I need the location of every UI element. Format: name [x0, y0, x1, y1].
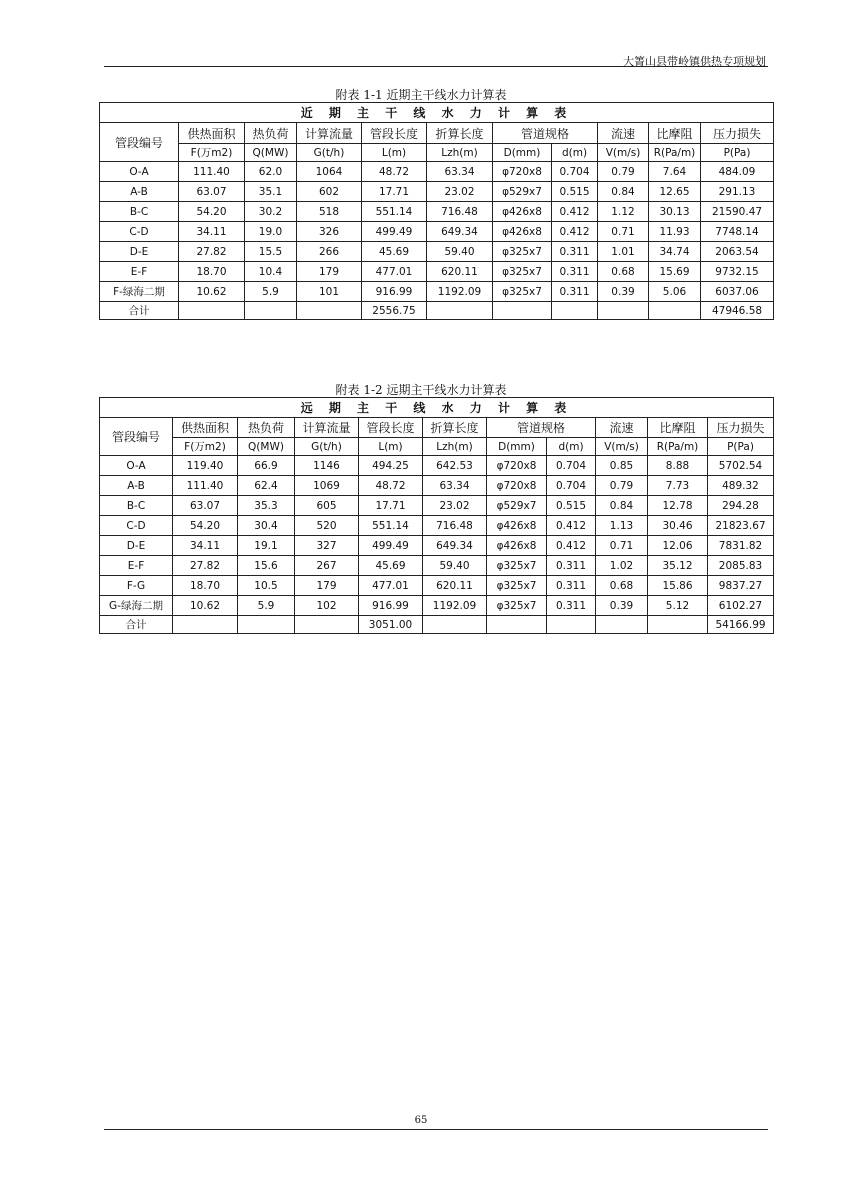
value-cell: 35.3	[238, 496, 295, 516]
table-row	[100, 516, 774, 536]
segment-cell: A-B	[100, 182, 179, 202]
value-cell: 1064	[297, 162, 362, 182]
value-cell: 10.4	[245, 262, 297, 282]
table2-caption: 附表 1-2 远期主干线水力计算表	[335, 383, 507, 397]
value-cell: 0.704	[547, 456, 596, 476]
value-cell: 45.69	[362, 242, 427, 262]
header-cell: 计算流量	[297, 123, 362, 144]
value-cell: 5.9	[245, 282, 297, 302]
total-cell	[552, 302, 598, 320]
value-cell: 916.99	[359, 596, 423, 616]
value-cell: 23.02	[423, 496, 487, 516]
value-cell: 7.64	[649, 162, 701, 182]
value-cell: 0.311	[547, 596, 596, 616]
total-cell	[423, 616, 487, 634]
segment-cell: C-D	[100, 222, 179, 242]
value-cell: φ426x8	[487, 516, 547, 536]
value-cell: 21823.67	[708, 516, 774, 536]
value-cell: 0.515	[547, 496, 596, 516]
value-cell: 11.93	[649, 222, 701, 242]
total-label: 合计	[100, 302, 179, 320]
value-cell: 66.9	[238, 456, 295, 476]
value-cell: 27.82	[173, 556, 238, 576]
segment-cell: D-E	[100, 242, 179, 262]
value-cell: 489.32	[708, 476, 774, 496]
value-cell: 0.71	[598, 222, 649, 242]
value-cell: 0.39	[598, 282, 649, 302]
table-row	[100, 536, 774, 556]
value-cell: 484.09	[701, 162, 774, 182]
value-cell: 101	[297, 282, 362, 302]
segment-cell: O-A	[100, 162, 179, 182]
value-cell: 0.704	[547, 476, 596, 496]
value-cell: 10.62	[173, 596, 238, 616]
value-cell: 19.0	[245, 222, 297, 242]
header-cell: 流速	[598, 123, 649, 144]
value-cell: 0.412	[552, 222, 598, 242]
value-cell: 30.13	[649, 202, 701, 222]
header-cell: 折算长度	[427, 123, 493, 144]
value-cell: 551.14	[359, 516, 423, 536]
segment-cell: B-C	[100, 202, 179, 222]
total-length: 2556.75	[362, 302, 427, 320]
value-cell: 2063.54	[701, 242, 774, 262]
value-cell: 15.5	[245, 242, 297, 262]
value-cell: 12.65	[649, 182, 701, 202]
value-cell: 0.412	[552, 202, 598, 222]
value-cell: 0.311	[547, 556, 596, 576]
header-cell: 比摩阻	[648, 418, 708, 438]
value-cell: φ325x7	[493, 282, 552, 302]
value-cell: 8.88	[648, 456, 708, 476]
total-cell	[598, 302, 649, 320]
value-cell: 62.0	[245, 162, 297, 182]
value-cell: 1069	[295, 476, 359, 496]
value-cell: 18.70	[179, 262, 245, 282]
value-cell: 9837.27	[708, 576, 774, 596]
total-pressure: 54166.99	[708, 616, 774, 634]
value-cell: 0.311	[547, 576, 596, 596]
value-cell: 17.71	[362, 182, 427, 202]
value-cell: 5702.54	[708, 456, 774, 476]
value-cell: φ325x7	[493, 242, 552, 262]
value-cell: 0.85	[596, 456, 648, 476]
header-cell: 流速	[596, 418, 648, 438]
value-cell: 0.515	[552, 182, 598, 202]
header-cell: 计算流量	[295, 418, 359, 438]
value-cell: 1146	[295, 456, 359, 476]
value-cell: 59.40	[427, 242, 493, 262]
table-row	[100, 262, 774, 282]
unit-cell: D(mm)	[487, 438, 547, 456]
unit-cell: G(t/h)	[295, 438, 359, 456]
table-row	[100, 456, 774, 476]
value-cell: 1192.09	[427, 282, 493, 302]
value-cell: φ325x7	[493, 262, 552, 282]
value-cell: 916.99	[362, 282, 427, 302]
segment-cell: B-C	[100, 496, 173, 516]
table-row	[100, 596, 774, 616]
header-row	[100, 123, 774, 144]
value-cell: 30.4	[238, 516, 295, 536]
value-cell: 494.25	[359, 456, 423, 476]
value-cell: φ325x7	[487, 576, 547, 596]
value-cell: 716.48	[427, 202, 493, 222]
value-cell: 477.01	[359, 576, 423, 596]
value-cell: 649.34	[423, 536, 487, 556]
value-cell: 48.72	[362, 162, 427, 182]
header-cell: 热负荷	[238, 418, 295, 438]
value-cell: 0.311	[552, 262, 598, 282]
value-cell: 716.48	[423, 516, 487, 536]
value-cell: 18.70	[173, 576, 238, 596]
header-pipe-spec: 管道规格	[487, 418, 596, 438]
table-title-row	[100, 398, 774, 418]
value-cell: 34.74	[649, 242, 701, 262]
value-cell: 17.71	[359, 496, 423, 516]
unit-cell: Lzh(m)	[427, 144, 493, 162]
value-cell: 477.01	[362, 262, 427, 282]
value-cell: 48.72	[359, 476, 423, 496]
table-title-row	[100, 103, 774, 123]
value-cell: 0.71	[596, 536, 648, 556]
table-row	[100, 496, 774, 516]
value-cell: φ529x7	[487, 496, 547, 516]
value-cell: 0.84	[598, 182, 649, 202]
value-cell: 327	[295, 536, 359, 556]
total-cell	[295, 616, 359, 634]
unit-cell: R(Pa/m)	[649, 144, 701, 162]
unit-cell: F(万m2)	[179, 144, 245, 162]
header-pipe-spec: 管道规格	[493, 123, 598, 144]
value-cell: 291.13	[701, 182, 774, 202]
table-row	[100, 242, 774, 262]
value-cell: 62.4	[238, 476, 295, 496]
value-cell: 0.412	[547, 516, 596, 536]
value-cell: 0.39	[596, 596, 648, 616]
segment-cell: F-绿海二期	[100, 282, 179, 302]
total-row	[100, 302, 774, 320]
header-row	[100, 418, 774, 438]
unit-cell: V(m/s)	[596, 438, 648, 456]
value-cell: 0.311	[552, 282, 598, 302]
unit-cell: G(t/h)	[297, 144, 362, 162]
value-cell: 102	[295, 596, 359, 616]
unit-cell: F(万m2)	[173, 438, 238, 456]
value-cell: φ426x8	[493, 222, 552, 242]
table-title: 远 期 主 干 线 水 力 计 算 表	[100, 398, 774, 418]
value-cell: 294.28	[708, 496, 774, 516]
value-cell: 12.78	[648, 496, 708, 516]
header-cell: 压力损失	[708, 418, 774, 438]
value-cell: 111.40	[179, 162, 245, 182]
value-cell: 499.49	[362, 222, 427, 242]
value-cell: 35.1	[245, 182, 297, 202]
value-cell: 1.01	[598, 242, 649, 262]
header-segment: 管段编号	[100, 123, 179, 162]
value-cell: φ529x7	[493, 182, 552, 202]
table-row	[100, 282, 774, 302]
segment-cell: G-绿海二期	[100, 596, 173, 616]
value-cell: 620.11	[423, 576, 487, 596]
value-cell: 7.73	[648, 476, 708, 496]
value-cell: 649.34	[427, 222, 493, 242]
value-cell: 605	[295, 496, 359, 516]
value-cell: 54.20	[179, 202, 245, 222]
total-cell	[493, 302, 552, 320]
value-cell: 326	[297, 222, 362, 242]
total-cell	[179, 302, 245, 320]
table-row	[100, 202, 774, 222]
segment-cell: D-E	[100, 536, 173, 556]
unit-cell: R(Pa/m)	[648, 438, 708, 456]
unit-cell: L(m)	[359, 438, 423, 456]
unit-cell: V(m/s)	[598, 144, 649, 162]
value-cell: 7748.14	[701, 222, 774, 242]
table-row	[100, 576, 774, 596]
value-cell: φ720x8	[487, 476, 547, 496]
header-cell: 管段长度	[362, 123, 427, 144]
segment-cell: O-A	[100, 456, 173, 476]
value-cell: 63.34	[423, 476, 487, 496]
unit-cell: Q(MW)	[245, 144, 297, 162]
value-cell: 45.69	[359, 556, 423, 576]
value-cell: 620.11	[427, 262, 493, 282]
table-title: 近 期 主 干 线 水 力 计 算 表	[100, 103, 774, 123]
value-cell: 5.12	[648, 596, 708, 616]
value-cell: φ720x8	[493, 162, 552, 182]
value-cell: 520	[295, 516, 359, 536]
footer-divider	[104, 1129, 768, 1130]
value-cell: 27.82	[179, 242, 245, 262]
table-row	[100, 162, 774, 182]
value-cell: 15.6	[238, 556, 295, 576]
segment-cell: C-D	[100, 516, 173, 536]
value-cell: 5.9	[238, 596, 295, 616]
total-cell	[427, 302, 493, 320]
value-cell: 34.11	[173, 536, 238, 556]
total-cell	[487, 616, 547, 634]
value-cell: 179	[297, 262, 362, 282]
header-cell: 压力损失	[701, 123, 774, 144]
table-row	[100, 222, 774, 242]
value-cell: 551.14	[362, 202, 427, 222]
value-cell: φ426x8	[487, 536, 547, 556]
value-cell: 1.12	[598, 202, 649, 222]
total-cell	[547, 616, 596, 634]
segment-cell: A-B	[100, 476, 173, 496]
units-row	[100, 144, 774, 162]
value-cell: φ720x8	[487, 456, 547, 476]
total-cell	[649, 302, 701, 320]
total-cell	[297, 302, 362, 320]
value-cell: φ325x7	[487, 556, 547, 576]
unit-cell: Lzh(m)	[423, 438, 487, 456]
total-cell	[238, 616, 295, 634]
header-cell: 比摩阻	[649, 123, 701, 144]
value-cell: 1192.09	[423, 596, 487, 616]
value-cell: 602	[297, 182, 362, 202]
value-cell: 0.79	[596, 476, 648, 496]
value-cell: 0.704	[552, 162, 598, 182]
value-cell: 518	[297, 202, 362, 222]
value-cell: 12.06	[648, 536, 708, 556]
table-row	[100, 556, 774, 576]
value-cell: 63.34	[427, 162, 493, 182]
value-cell: 0.79	[598, 162, 649, 182]
segment-cell: E-F	[100, 556, 173, 576]
total-cell	[596, 616, 648, 634]
value-cell: 0.84	[596, 496, 648, 516]
value-cell: 6102.27	[708, 596, 774, 616]
value-cell: 21590.47	[701, 202, 774, 222]
table-row	[100, 476, 774, 496]
unit-cell: L(m)	[362, 144, 427, 162]
value-cell: 179	[295, 576, 359, 596]
header-cell: 热负荷	[245, 123, 297, 144]
value-cell: 1.02	[596, 556, 648, 576]
value-cell: 6037.06	[701, 282, 774, 302]
value-cell: 0.311	[552, 242, 598, 262]
value-cell: 9732.15	[701, 262, 774, 282]
header-divider	[104, 66, 768, 67]
value-cell: 7831.82	[708, 536, 774, 556]
total-label: 合计	[100, 616, 173, 634]
segment-cell: F-G	[100, 576, 173, 596]
total-row	[100, 616, 774, 634]
unit-cell: Q(MW)	[238, 438, 295, 456]
header-cell: 折算长度	[423, 418, 487, 438]
value-cell: 34.11	[179, 222, 245, 242]
table1-caption: 附表 1-1 近期主干线水力计算表	[335, 88, 507, 102]
unit-cell: D(mm)	[493, 144, 552, 162]
table-row	[100, 182, 774, 202]
page-header: 大箐山县带岭镇供热专项规划	[623, 55, 766, 68]
value-cell: 35.12	[648, 556, 708, 576]
value-cell: 111.40	[173, 476, 238, 496]
value-cell: 59.40	[423, 556, 487, 576]
value-cell: 5.06	[649, 282, 701, 302]
total-cell	[245, 302, 297, 320]
total-pressure: 47946.58	[701, 302, 774, 320]
total-cell	[173, 616, 238, 634]
header-cell: 供热面积	[179, 123, 245, 144]
header-cell: 供热面积	[173, 418, 238, 438]
value-cell: 266	[297, 242, 362, 262]
value-cell: 19.1	[238, 536, 295, 556]
value-cell: φ426x8	[493, 202, 552, 222]
value-cell: 63.07	[179, 182, 245, 202]
value-cell: 30.46	[648, 516, 708, 536]
table1	[99, 102, 774, 320]
value-cell: 0.68	[598, 262, 649, 282]
segment-cell: E-F	[100, 262, 179, 282]
value-cell: 119.40	[173, 456, 238, 476]
page-number: 65	[414, 1115, 428, 1126]
value-cell: φ325x7	[487, 596, 547, 616]
value-cell: 15.86	[648, 576, 708, 596]
unit-cell: d(m)	[547, 438, 596, 456]
value-cell: 63.07	[173, 496, 238, 516]
value-cell: 54.20	[173, 516, 238, 536]
value-cell: 0.412	[547, 536, 596, 556]
total-length: 3051.00	[359, 616, 423, 634]
unit-cell: P(Pa)	[708, 438, 774, 456]
value-cell: 10.5	[238, 576, 295, 596]
value-cell: 1.13	[596, 516, 648, 536]
value-cell: 499.49	[359, 536, 423, 556]
header-segment: 管段编号	[100, 418, 173, 456]
value-cell: 23.02	[427, 182, 493, 202]
unit-cell: d(m)	[552, 144, 598, 162]
table2	[99, 397, 774, 634]
units-row	[100, 438, 774, 456]
value-cell: 642.53	[423, 456, 487, 476]
value-cell: 0.68	[596, 576, 648, 596]
value-cell: 10.62	[179, 282, 245, 302]
unit-cell: P(Pa)	[701, 144, 774, 162]
total-cell	[648, 616, 708, 634]
value-cell: 15.69	[649, 262, 701, 282]
header-cell: 管段长度	[359, 418, 423, 438]
value-cell: 30.2	[245, 202, 297, 222]
value-cell: 267	[295, 556, 359, 576]
value-cell: 2085.83	[708, 556, 774, 576]
